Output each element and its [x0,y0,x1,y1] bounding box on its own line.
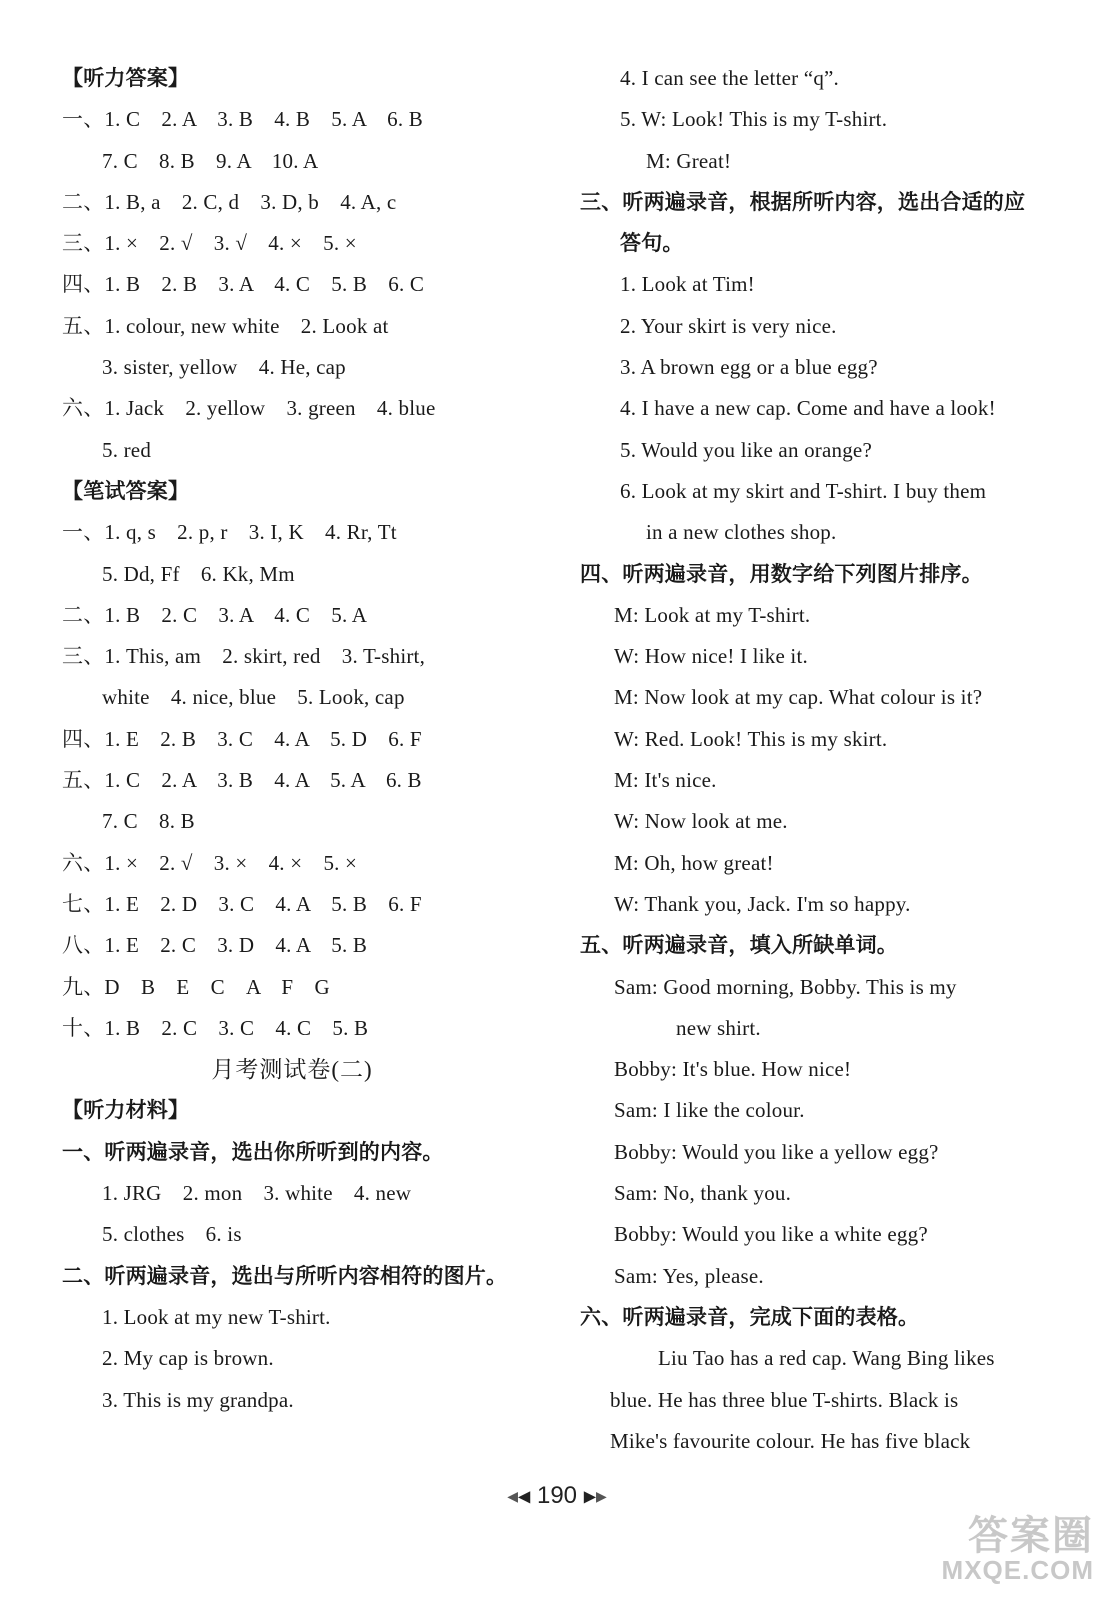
material-line: 3. This is my grandpa. [102,1387,294,1412]
question-heading: 六、听两遍录音，完成下面的表格。 [580,1304,920,1329]
dialogue-line: M: Oh, how great! [614,850,774,875]
dialogue-line: M: Now look at my cap. What colour is it? [614,685,983,710]
prev-arrow-icon: ◀ [507,1488,518,1505]
dialogue-line: M: It's nice. [614,768,717,793]
section-heading-listening-material: 【听力材料】 [62,1098,190,1123]
watermark-logo [942,1504,1094,1586]
material-line: 3. A brown egg or a blue egg? [620,355,878,380]
material-line: 2. My cap is brown. [102,1346,274,1371]
answer-line: 二、1. B 2. C 3. A 4. C 5. A [62,602,368,627]
answer-line: 7. C 8. B [102,809,195,834]
dialogue-line: Sam: No, thank you. [614,1181,792,1206]
dialogue-line: Bobby: Would you like a yellow egg? [614,1139,939,1164]
question-heading: 一、听两遍录音，选出你所听到的内容。 [62,1139,444,1164]
dialogue-line: W: Red. Look! This is my skirt. [614,726,888,751]
dialogue-line: Sam: Yes, please. [614,1263,764,1288]
material-line: in a new clothes shop. [646,520,837,545]
material-line: 4. I have a new cap. Come and have a look! [620,396,996,421]
dialogue-line: W: How nice! I like it. [614,644,808,669]
answer-line: 四、1. B 2. B 3. A 4. C 5. B 6. C [62,272,425,297]
next-arrow-icon: ▶ [583,1488,596,1506]
answer-line: 二、1. B, a 2. C, d 3. D, b 4. A, c [62,189,397,214]
material-line: 1. JRG 2. mon 3. white 4. new [102,1181,412,1206]
answer-line: 3. sister, yellow 4. He, cap [102,355,346,380]
material-line: 1. Look at my new T-shirt. [102,1304,331,1329]
dialogue-line: W: Now look at me. [614,809,788,834]
answer-line: white 4. nice, blue 5. Look, cap [102,685,405,710]
answer-line: 六、1. × 2. √ 3. × 4. × 5. × [62,850,358,875]
answer-line: 四、1. E 2. B 3. C 4. A 5. D 6. F [62,726,422,751]
section-heading-written-answers: 【笔试答案】 [62,478,190,503]
dialogue-line: new shirt. [676,1015,761,1040]
passage-line: blue. He has three blue T-shirts. Black is [610,1387,959,1412]
material-line: M: Great! [646,148,732,173]
material-line: 1. Look at Tim! [620,272,755,297]
page-number: 190 [536,1482,578,1509]
answer-line: 六、1. Jack 2. yellow 3. green 4. blue [62,396,436,421]
answer-line: 7. C 8. B 9. A 10. A [102,148,319,173]
material-line: 4. I can see the letter “q”. [620,66,839,90]
dialogue-line: Bobby: Would you like a white egg? [614,1222,928,1247]
passage-line: Liu Tao has a red cap. Wang Bing likes [658,1346,995,1371]
material-line: 2. Your skirt is very nice. [620,313,837,338]
material-line: 6. Look at my skirt and T-shirt. I buy them [620,478,987,503]
left-column [62,58,562,1421]
material-line: 5. Would you like an orange? [620,437,872,462]
material-line: 5. W: Look! This is my T-shirt. [620,107,888,132]
passage-line: Mike's favourite colour. He has five black [610,1428,971,1453]
watermark-cn: 答案圈 [968,1514,1094,1558]
answer-line: 五、1. colour, new white 2. Look at [62,313,389,338]
question-heading: 三、听两遍录音，根据所听内容，选出合适的应 [580,189,1026,214]
question-heading: 四、听两遍录音，用数字给下列图片排序。 [580,561,983,586]
answer-line: 九、D B E C A F G [62,974,330,999]
next-arrow-icon: ▶ [596,1488,607,1505]
dialogue-line: Bobby: It's blue. How nice! [614,1057,852,1082]
question-heading-cont: 答句。 [620,231,684,256]
section-heading-listening-answers: 【听力答案】 [62,66,190,90]
answer-line: 七、1. E 2. D 3. C 4. A 5. B 6. F [62,891,422,916]
answer-line: 三、1. × 2. √ 3. √ 4. × 5. × [62,231,357,256]
answer-line: 一、1. q, s 2. p, r 3. I, K 4. Rr, Tt [62,520,397,545]
answer-line: 5. red [102,437,152,462]
answer-line: 三、1. This, am 2. skirt, red 3. T-shirt, [62,644,426,669]
right-column [580,58,1070,1462]
question-heading: 五、听两遍录音，填入所缺单词。 [580,933,898,958]
answer-line: 五、1. C 2. A 3. B 4. A 5. A 6. B [62,768,422,793]
dialogue-line: Sam: Good morning, Bobby. This is my [614,974,957,999]
answer-line: 十、1. B 2. C 3. C 4. C 5. B [62,1015,369,1040]
material-line: 5. clothes 6. is [102,1222,242,1247]
dialogue-line: Sam: I like the colour. [614,1098,805,1123]
answer-line: 5. Dd, Ff 6. Kk, Mm [102,561,295,586]
answer-line: 一、1. C 2. A 3. B 4. B 5. A 6. B [62,107,423,132]
dialogue-line: M: Look at my T-shirt. [614,602,811,627]
answer-line: 八、1. E 2. C 3. D 4. A 5. B [62,933,368,958]
test-title: 月考测试卷(二) [211,1057,373,1083]
question-heading: 二、听两遍录音，选出与所听内容相符的图片。 [62,1263,508,1288]
dialogue-line: W: Thank you, Jack. I'm so happy. [614,891,911,916]
prev-arrow-icon: ◀ [517,1488,531,1506]
watermark-en: MXQE.COM [941,1555,1094,1585]
